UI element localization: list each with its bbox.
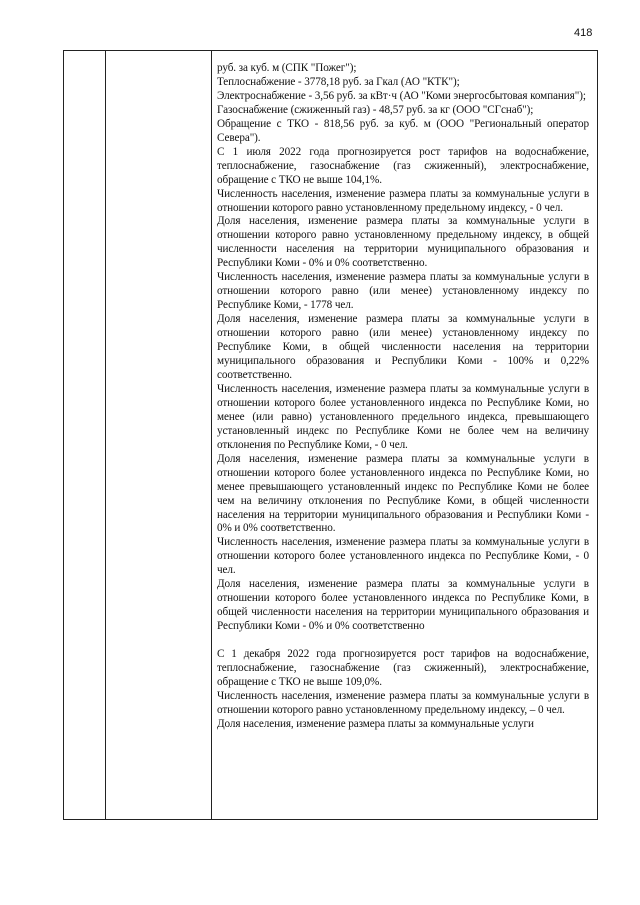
paragraph: Теплоснабжение - 3778,18 руб. за Гкал (АО "КТК"); xyxy=(217,75,460,88)
paragraph: руб. за куб. м (СПК "Пожег"); xyxy=(217,62,357,74)
paragraph: Численность населения, изменение размера платы за коммунальные услуги в отношении которого более установленного индекса по Республике Коми, но менее (или равно) установленного предельного индекса, превышающего установленный индекс по Республике Коми не более чем на величину отклонения по Республике Коми, - 0 чел. xyxy=(217,382,589,451)
paragraph: Электроснабжение - 3,56 руб. за кВт·ч (АО "Коми энергосбытовая компания"); xyxy=(217,89,586,102)
paragraph: Численность населения, изменение размера платы за коммунальные услуги в отношении которого равно (или менее) установленному индексу по Республике Коми, - 1778 чел. xyxy=(217,271,589,312)
paragraph: Обращение с ТКО - 818,56 руб. за куб. м (ООО "Региональный оператор Севера"). xyxy=(217,117,589,144)
paragraph: Доля населения, изменение размера платы за коммунальные услуги в отношении которого более установленного индекса по Республике Коми, в общей численности населения на территории муниципального образования и Республики Коми - 0% и 0% соответственно xyxy=(217,578,589,633)
paragraph: Доля населения, изменение размера платы за коммунальные услуги xyxy=(217,717,534,730)
paragraph: Численность населения, изменение размера платы за коммунальные услуги в отношении которого равно установленному предельному индексу, – 0 чел. xyxy=(217,689,589,716)
paragraph: Численность населения, изменение размера платы за коммунальные услуги в отношении которого равно установленному предельному индексу, - 0 чел. xyxy=(217,187,589,214)
page-number: 418 xyxy=(574,27,593,39)
paragraph: С 1 декабря 2022 года прогнозируется рост тарифов на водоснабжение, теплоснабжение, газоснабжение (газ сжиженный), электроснабжение, обращение с ТКО не выше 109,0%. xyxy=(217,648,589,688)
paragraph: Численность населения, изменение размера платы за коммунальные услуги в отношении которого более установленного индекса по Республике Коми, - 0 чел. xyxy=(217,536,589,577)
column-divider-2 xyxy=(211,50,212,820)
paragraph: Доля населения, изменение размера платы за коммунальные услуги в отношении которого равно (или менее) установленному индексу по Республике Коми, в общей численности населения на территории муниципального образования и Республики Коми - 100% и 0,22% соответственно. xyxy=(217,313,589,381)
table-text-cell xyxy=(217,62,589,732)
paragraph: С 1 июля 2022 года прогнозируется рост тарифов на водоснабжение, теплоснабжение, газоснабжение (газ сжиженный), электроснабжение, обращение с ТКО не выше 104,1%. xyxy=(217,145,589,186)
paragraph: Газоснабжение (сжиженный газ) - 48,57 руб. за кг (ООО "СГснаб"); xyxy=(217,103,534,116)
paragraph: Доля населения, изменение размера платы за коммунальные услуги в отношении которого равно установленному предельному индексу, в общей численности населения на территории муниципального образования и Республики Коми - 0% и 0% соответственно. xyxy=(217,215,589,270)
column-divider-1 xyxy=(105,50,106,820)
paragraph: Доля населения, изменение размера платы за коммунальные услуги в отношении которого более установленного индекса по Республике Коми, но менее превышающего установленный индекс по Республике Коми не более чем на величину отклонения по Республике Коми, в общей численности населения на территории муниципального образования и Республики Коми - 0% и 0% соответственно. xyxy=(217,452,589,535)
